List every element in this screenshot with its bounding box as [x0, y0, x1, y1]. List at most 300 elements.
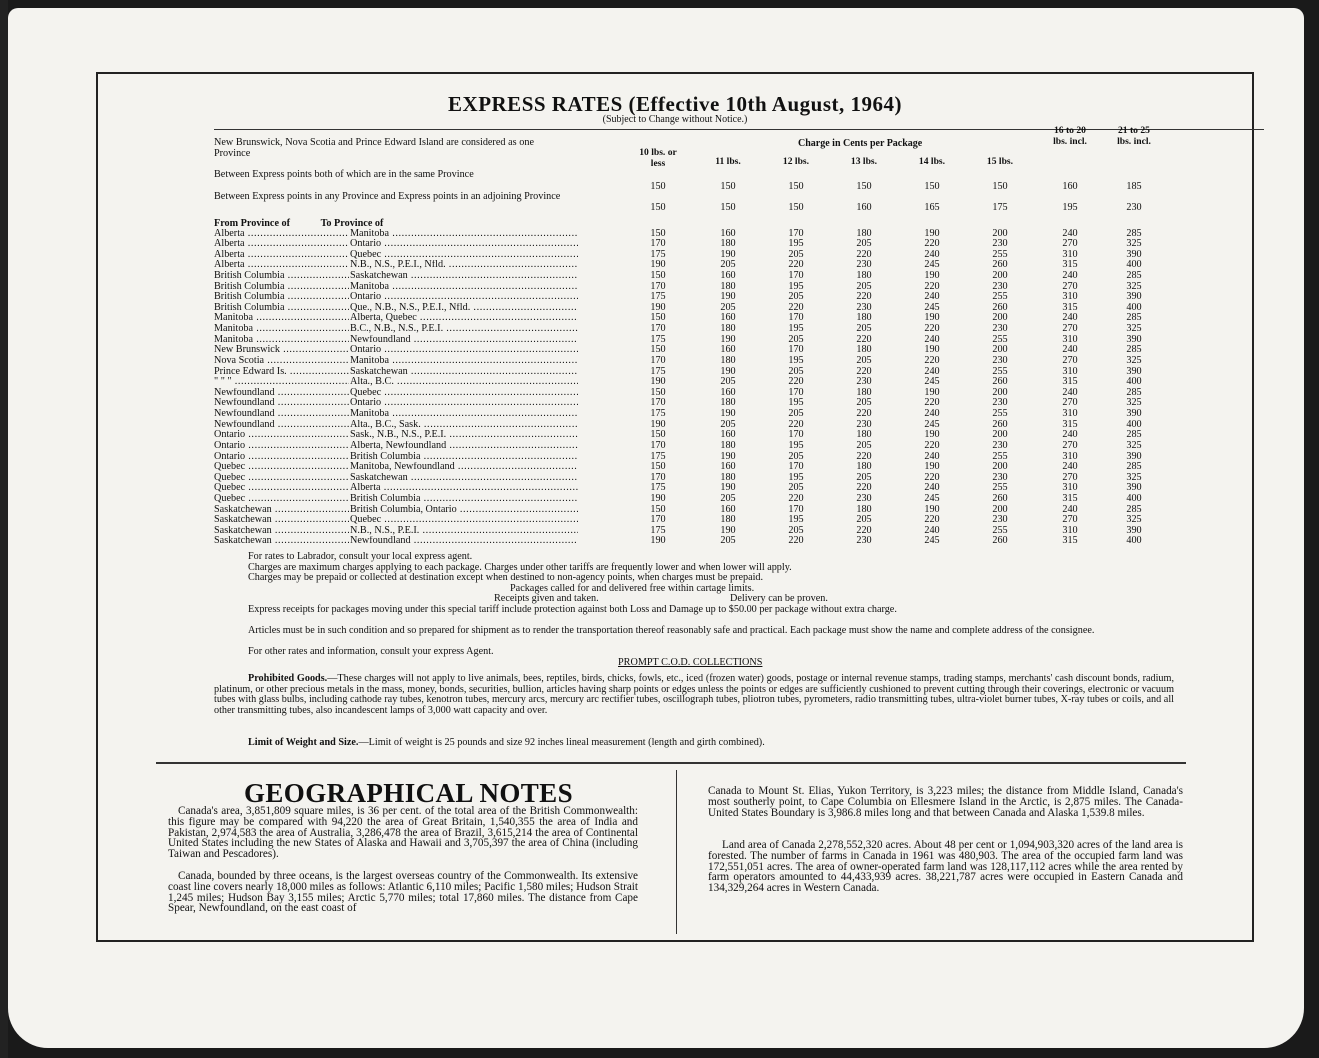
- between-row-same: [214, 170, 580, 181]
- from-province: " " " .....: [214, 377, 349, 388]
- to-province: Alberta, Quebec .....: [350, 313, 578, 324]
- rate-cell: 205: [788, 450, 804, 462]
- rate-cell: 150: [650, 386, 666, 398]
- rate-cell: 180: [720, 439, 736, 451]
- rate-cell: 205: [856, 323, 872, 335]
- rate-cell: 170: [650, 238, 666, 250]
- to-province: N.B., N.S., P.E.I., Nfld. .....: [350, 260, 578, 271]
- rate-cell: 285: [1126, 312, 1142, 324]
- note-limit: [248, 738, 1208, 749]
- from-province: Saskatchewan .....: [214, 505, 349, 516]
- rate-cell: 400: [1126, 535, 1142, 547]
- rate-cell: 315: [1062, 418, 1078, 430]
- rate-cell: 190: [650, 418, 666, 430]
- rate-cell: 270: [1062, 471, 1078, 483]
- to-province: British Columbia .....: [350, 452, 578, 463]
- rate-cell: 285: [1126, 503, 1142, 515]
- rate-cell: 270: [1062, 514, 1078, 526]
- rate-cell: 315: [1062, 376, 1078, 388]
- to-province: Newfoundland .....: [350, 335, 578, 346]
- from-province: Quebec .....: [214, 462, 349, 473]
- note-max-charges: Charges are maximum charges applying to each package. Charges under other tariffs are frequently lower and when lower will apply.: [248, 561, 792, 573]
- rate-cell: 285: [1126, 344, 1142, 356]
- to-province: Ontario .....: [350, 398, 578, 409]
- rate-cell: 165: [924, 202, 940, 213]
- note-other-rates: For other rates and information, consult your express Agent.: [248, 646, 494, 658]
- header-rule: [214, 129, 1264, 130]
- table-row: [214, 536, 1254, 547]
- rate-cell: 240: [924, 248, 940, 260]
- from-province: Newfoundland .....: [214, 388, 349, 399]
- rate-cell: 240: [1062, 461, 1078, 473]
- rate-cell: 170: [788, 386, 804, 398]
- between-row-adjoining: [214, 192, 580, 203]
- rate-cell: 230: [992, 238, 1008, 250]
- rate-cell: 190: [924, 503, 940, 515]
- rate-cell: 200: [992, 344, 1008, 356]
- rate-cell: 175: [992, 202, 1008, 213]
- to-province: Manitoba .....: [350, 229, 578, 240]
- to-province: Newfoundland .....: [350, 536, 578, 547]
- rate-cell: 175: [650, 291, 666, 303]
- rate-cell: 160: [720, 386, 736, 398]
- rate-cell: 240: [1062, 344, 1078, 356]
- rate-cell: 260: [992, 376, 1008, 388]
- page-subtitle: (Subject to Change without Notice.): [602, 114, 748, 125]
- section-divider: [156, 762, 1186, 764]
- rate-cell: 150: [650, 269, 666, 281]
- rate-cell: 245: [924, 418, 940, 430]
- rate-cell: 315: [1062, 259, 1078, 271]
- rate-cell: 255: [992, 482, 1008, 494]
- rate-cell: 325: [1126, 238, 1142, 250]
- rate-cell: 190: [924, 344, 940, 356]
- rate-cell: 195: [788, 514, 804, 526]
- rate-cell: 205: [856, 514, 872, 526]
- to-province: Manitoba .....: [350, 409, 578, 420]
- rate-cell: 190: [650, 376, 666, 388]
- rate-cell: 160: [1062, 180, 1078, 192]
- rate-cell: 205: [788, 524, 804, 536]
- column-header: 14 lbs.: [918, 156, 946, 167]
- rate-cell: 180: [720, 280, 736, 292]
- rate-cell: 205: [720, 259, 736, 271]
- rate-cell: 220: [856, 524, 872, 536]
- to-province: Manitoba .....: [350, 356, 578, 367]
- rate-cell: 220: [788, 301, 804, 313]
- rate-cell: 190: [924, 312, 940, 324]
- column-header: 13 lbs.: [850, 156, 878, 167]
- rate-cell: 325: [1126, 397, 1142, 409]
- rate-cell: 170: [788, 269, 804, 281]
- to-province: Quebec .....: [350, 250, 578, 261]
- rate-cell: 220: [856, 482, 872, 494]
- to-province: British Columbia, Ontario .....: [350, 505, 578, 516]
- column-divider: [676, 770, 677, 934]
- to-province: N.B., N.S., P.E.I. .....: [350, 526, 578, 537]
- rate-cell: 255: [992, 248, 1008, 260]
- rate-cell: 220: [788, 376, 804, 388]
- rate-cell: 270: [1062, 354, 1078, 366]
- rate-cell: 390: [1126, 482, 1142, 494]
- rate-cell: 230: [856, 301, 872, 313]
- rate-cell: 180: [720, 514, 736, 526]
- to-province: Saskatchewan .....: [350, 271, 578, 282]
- rate-cell: 170: [788, 227, 804, 239]
- rate-cell: 170: [650, 323, 666, 335]
- rate-cell: 390: [1126, 450, 1142, 462]
- intro-note: New Brunswick, Nova Scotia and Prince Edward Island are considered as one Province: [214, 137, 534, 159]
- rate-cell: 180: [856, 269, 872, 281]
- from-province: Prince Edward Is. .....: [214, 367, 349, 378]
- prohibited-text: —These charges will not apply to live animals, bees, reptiles, birds, chicks, fowls, etc., iced (frozen water) goods, postage or internal revenue stamps, trading stamps, merchants' cash discount bonds, radium, platinum, or other precious metals in the mass, money, bonds, securities, bullion, articles having sharp points or edges unless the points or edges are sufficiently cushioned to prevent cutting through their coverings, electronic or vacuum tubes with glass bulbs, including cathode ray tubes, kenotron tubes, mercury arcs, mercury arc rectifier tubes, oscillograph tubes, pliotron tubes, pyrometers, radio transmitting tubes, ultra-violet burner tubes, X-ray tubes or coils, and all other transmitting tubes, also incandescent lamps of 3,000 watt capacity and over.: [214, 673, 1174, 716]
- page-title: EXPRESS RATES (Effective 10th August, 1964): [448, 92, 902, 116]
- rate-cell: 195: [788, 471, 804, 483]
- note-labrador: For rates to Labrador, consult your local express agent.: [248, 551, 473, 562]
- rate-cell: 190: [720, 450, 736, 462]
- rate-cell: 220: [924, 323, 940, 335]
- rate-cell: 170: [788, 461, 804, 473]
- rate-cell: 325: [1126, 471, 1142, 483]
- rate-cell: 400: [1126, 301, 1142, 313]
- table-row: [214, 494, 1254, 505]
- column-header: 10 lbs. or less: [639, 147, 677, 169]
- rate-cell: 200: [992, 503, 1008, 515]
- rate-cell: 190: [650, 493, 666, 504]
- rate-cell: 260: [992, 535, 1008, 547]
- rate-cell: 195: [788, 280, 804, 292]
- rate-cell: 400: [1126, 493, 1142, 504]
- rate-cell: 150: [650, 461, 666, 473]
- rate-cell: 315: [1062, 493, 1078, 504]
- rate-cell: 230: [992, 439, 1008, 451]
- from-header: From Province of: [214, 218, 291, 229]
- rate-cell: 240: [1062, 429, 1078, 441]
- rate-cell: 270: [1062, 238, 1078, 250]
- rate-cell: 150: [992, 180, 1008, 192]
- rate-cell: 220: [856, 248, 872, 260]
- rate-cell: 205: [720, 301, 736, 313]
- rate-cell: 180: [720, 354, 736, 366]
- rate-cell: 180: [720, 397, 736, 409]
- from-province: Ontario .....: [214, 452, 349, 463]
- rate-cell: 190: [924, 461, 940, 473]
- rate-cell: 220: [788, 535, 804, 547]
- rate-cell: 245: [924, 493, 940, 504]
- rate-cell: 245: [924, 535, 940, 547]
- rate-cell: 200: [992, 429, 1008, 441]
- rate-cell: 195: [788, 439, 804, 451]
- rate-cell: 390: [1126, 291, 1142, 303]
- rate-cell: 285: [1126, 429, 1142, 441]
- from-province: Manitoba .....: [214, 324, 349, 335]
- geography-title: GEOGRAPHICAL NOTES: [244, 778, 574, 808]
- to-province: Alberta, Newfoundland .....: [350, 441, 578, 452]
- rate-cell: 150: [720, 180, 736, 192]
- table-row: [214, 441, 1254, 452]
- rate-cell: 160: [720, 312, 736, 324]
- from-province: Newfoundland .....: [214, 420, 349, 431]
- from-province: British Columbia .....: [214, 303, 349, 314]
- rate-cell: 270: [1062, 439, 1078, 451]
- rate-cell: 325: [1126, 323, 1142, 335]
- rate-cell: 195: [788, 323, 804, 335]
- rate-cell: 180: [856, 312, 872, 324]
- rate-cell: 390: [1126, 408, 1142, 420]
- rate-cell: 180: [720, 323, 736, 335]
- rate-cell: 240: [924, 450, 940, 462]
- column-header: 15 lbs.: [986, 156, 1014, 167]
- rate-cell: 195: [788, 354, 804, 366]
- rate-cell: 285: [1126, 386, 1142, 398]
- rate-cell: 160: [720, 344, 736, 356]
- rate-cell: 205: [720, 376, 736, 388]
- rate-cell: 325: [1126, 514, 1142, 526]
- note-express-receipts: Express receipts for packages moving under this special tariff include protection against both Loss and Damage up to $50.00 per package without extra charge.: [248, 604, 897, 615]
- rate-cell: 150: [650, 227, 666, 239]
- rate-cell: 205: [856, 439, 872, 451]
- rate-cell: 240: [1062, 227, 1078, 239]
- rate-cell: 270: [1062, 323, 1078, 335]
- between-label: Between Express points both of which are in the same Province: [214, 169, 474, 180]
- rate-cell: 285: [1126, 227, 1142, 239]
- rate-cell: 220: [856, 291, 872, 303]
- book-page: [8, 8, 1304, 1048]
- rate-cell: 205: [856, 238, 872, 250]
- rate-cell: 260: [992, 259, 1008, 271]
- note-packages: Packages called for and delivered free within cartage limits.: [510, 582, 755, 594]
- rate-cell: 260: [992, 493, 1008, 504]
- rate-cell: 245: [924, 376, 940, 388]
- rate-cell: 190: [720, 248, 736, 260]
- note-receipts: Receipts given and taken.: [494, 593, 599, 605]
- rate-cell: 270: [1062, 397, 1078, 409]
- from-province: New Brunswick .....: [214, 345, 349, 356]
- rate-cell: 310: [1062, 248, 1078, 260]
- rate-cell: 205: [788, 365, 804, 377]
- table-row: [214, 356, 1254, 367]
- rate-cell: 260: [992, 301, 1008, 313]
- rate-cell: 310: [1062, 291, 1078, 303]
- rate-cell: 160: [720, 269, 736, 281]
- to-province: Sask., N.B., N.S., P.E.I. .....: [350, 430, 578, 441]
- rate-cell: 390: [1126, 333, 1142, 345]
- rate-cell: 205: [788, 291, 804, 303]
- column-header: 12 lbs.: [782, 156, 810, 167]
- rate-cell: 175: [650, 524, 666, 536]
- rate-cell: 400: [1126, 259, 1142, 271]
- from-province: Quebec .....: [214, 494, 349, 505]
- rate-cell: 245: [924, 301, 940, 313]
- rate-cell: 220: [788, 418, 804, 430]
- to-province: Manitoba .....: [350, 282, 578, 293]
- rate-cell: 195: [788, 238, 804, 250]
- from-province: Saskatchewan .....: [214, 515, 349, 526]
- rate-cell: 230: [856, 259, 872, 271]
- rate-cell: 205: [856, 280, 872, 292]
- to-province: Saskatchewan .....: [350, 473, 578, 484]
- rate-cell: 150: [650, 202, 666, 213]
- rate-cell: 390: [1126, 524, 1142, 536]
- to-province: Quebec .....: [350, 388, 578, 399]
- from-province: Nova Scotia .....: [214, 356, 349, 367]
- rate-cell: 170: [650, 280, 666, 292]
- rate-cell: 310: [1062, 450, 1078, 462]
- rate-cell: 205: [788, 333, 804, 345]
- rate-cell: 150: [650, 503, 666, 515]
- from-province: Manitoba .....: [214, 335, 349, 346]
- rate-cell: 310: [1062, 365, 1078, 377]
- geography-left-p2: Canada, bounded by three oceans, is the largest overseas country of the Commonwealth. Its extensive coast line covers nearly 18,000 miles as follows: Atlantic 6,110 miles; Pacific 1,580 miles; Hudson Strait 1,245 miles; Hudson Bay 3,155 miles; Arctic 5,770 miles; total 17,860 miles. The distance from Cape Spear, Newfoundland, on the east coast of: [168, 870, 639, 915]
- rate-cell: 390: [1126, 365, 1142, 377]
- rate-cell: 160: [720, 227, 736, 239]
- rate-cell: 175: [650, 333, 666, 345]
- rate-cell: 150: [788, 202, 804, 213]
- rate-cell: 180: [856, 344, 872, 356]
- from-province: British Columbia .....: [214, 282, 349, 293]
- rate-cell: 200: [992, 386, 1008, 398]
- rate-cell: 160: [720, 503, 736, 515]
- rate-cell: 230: [856, 418, 872, 430]
- rate-cell: 170: [788, 344, 804, 356]
- rate-cell: 230: [992, 280, 1008, 292]
- rate-cell: 205: [720, 418, 736, 430]
- geography-right-p1: Canada to Mount St. Elias, Yukon Territory, is 3,223 miles; the distance from Middle Island, Canada's most southerly point, to Cape Columbia on Ellesmere Island in the Arctic, is 2,875 miles. The Canada-United States Boundary is 3,986.8 miles long and that between Canada and Alaska 1,539.8 miles.: [708, 785, 1183, 819]
- rate-cell: 150: [650, 344, 666, 356]
- rate-cell: 170: [650, 397, 666, 409]
- to-province: Ontario .....: [350, 292, 578, 303]
- rate-cell: 200: [992, 461, 1008, 473]
- to-province: Alberta .....: [350, 483, 578, 494]
- rate-cell: 240: [924, 524, 940, 536]
- from-province: Quebec .....: [214, 473, 349, 484]
- rate-cell: 285: [1126, 461, 1142, 473]
- rate-cell: 180: [720, 471, 736, 483]
- rate-cell: 285: [1126, 269, 1142, 281]
- rate-cell: 190: [924, 386, 940, 398]
- rate-cell: 230: [856, 376, 872, 388]
- note-articles: Articles must be in such condition and so prepared for shipment as to render the transportation thereof reasonably safe and practical. Each package must show the name and complete address of the consignee.: [248, 625, 1095, 637]
- limit-label: Limit of Weight and Size.: [248, 737, 359, 748]
- rate-cell: 230: [992, 471, 1008, 483]
- rate-cell: 260: [992, 418, 1008, 430]
- to-province: Alta., B.C. .....: [350, 377, 578, 388]
- rate-cell: 205: [856, 397, 872, 409]
- from-province: Manitoba .....: [214, 313, 349, 324]
- table-row: [214, 271, 1254, 282]
- rate-cell: 175: [650, 408, 666, 420]
- rate-cell: 240: [1062, 503, 1078, 515]
- rate-cell: 195: [788, 397, 804, 409]
- rate-cell: 205: [856, 471, 872, 483]
- rate-cell: 255: [992, 524, 1008, 536]
- rate-cell: 190: [650, 535, 666, 547]
- rate-cell: 255: [992, 333, 1008, 345]
- rate-cell: 170: [650, 354, 666, 366]
- rate-cell: 390: [1126, 248, 1142, 260]
- from-to-header: [214, 218, 383, 229]
- rate-cell: 220: [856, 450, 872, 462]
- from-province: Saskatchewan .....: [214, 536, 349, 547]
- column-header: 21 to 25 lbs. incl.: [1117, 125, 1151, 147]
- to-province: Alta., B.C., Sask. .....: [350, 420, 578, 431]
- rate-cell: 190: [650, 259, 666, 271]
- rate-cell: 255: [992, 450, 1008, 462]
- between-label: Between Express points in any Province and Express points in an adjoining Province: [214, 191, 561, 202]
- rate-cell: 240: [1062, 386, 1078, 398]
- rate-cell: 220: [856, 408, 872, 420]
- page-frame: [96, 72, 1254, 942]
- rate-cell: 325: [1126, 280, 1142, 292]
- rate-cell: 190: [720, 333, 736, 345]
- rate-cell: 325: [1126, 354, 1142, 366]
- rate-cell: 170: [788, 312, 804, 324]
- rate-cell: 220: [856, 365, 872, 377]
- rate-cell: 200: [992, 227, 1008, 239]
- rate-cell: 220: [856, 333, 872, 345]
- rate-cell: 180: [720, 238, 736, 250]
- rate-cell: 310: [1062, 482, 1078, 494]
- rate-cell: 400: [1126, 418, 1142, 430]
- rate-cell: 150: [856, 180, 872, 192]
- from-province: Ontario .....: [214, 441, 349, 452]
- rate-cell: 230: [992, 397, 1008, 409]
- rate-cell: 310: [1062, 333, 1078, 345]
- rate-cell: 175: [650, 248, 666, 260]
- to-province: Ontario .....: [350, 239, 578, 250]
- rate-cell: 175: [650, 365, 666, 377]
- rate-cell: 310: [1062, 408, 1078, 420]
- rate-cell: 240: [1062, 312, 1078, 324]
- from-province: Newfoundland .....: [214, 409, 349, 420]
- from-province: Alberta .....: [214, 239, 349, 250]
- from-province: British Columbia .....: [214, 271, 349, 282]
- rate-cell: 230: [992, 354, 1008, 366]
- rate-cell: 220: [788, 259, 804, 271]
- rate-cell: 270: [1062, 280, 1078, 292]
- rate-cell: 220: [924, 280, 940, 292]
- geography-right-p2: Land area of Canada 2,278,552,320 acres. About 48 per cent or 1,094,903,320 acres of the land area is forested. The number of farms in Canada in 1961 was 480,903. The area of the occupied farm land was 172,551,051 acres. The area of owner-operated farm land was 128,117,112 acres while the area rented by farm operators amounted to 44,433,939 acres. 38,221,787 acres were occupied in Eastern Canada and 134,329,264 acres in Western Canada.: [708, 839, 1183, 895]
- column-header: 16 to 20 lbs. incl.: [1053, 125, 1087, 147]
- rate-cell: 190: [924, 269, 940, 281]
- rate-cell: 205: [788, 248, 804, 260]
- rate-cell: 240: [1062, 269, 1078, 281]
- rate-cell: 230: [856, 493, 872, 504]
- to-province: Saskatchewan .....: [350, 367, 578, 378]
- from-province: Saskatchewan .....: [214, 526, 349, 537]
- rate-cell: 180: [856, 227, 872, 239]
- rate-cell: 160: [720, 461, 736, 473]
- rate-cell: 150: [788, 180, 804, 192]
- rate-cell: 170: [788, 503, 804, 515]
- rate-cell: 185: [1126, 180, 1142, 192]
- from-province: Alberta .....: [214, 250, 349, 261]
- rate-cell: 180: [856, 386, 872, 398]
- prohibited-label: Prohibited Goods.: [248, 673, 328, 684]
- book-binding: [0, 0, 8, 1058]
- rate-cell: 220: [924, 238, 940, 250]
- from-province: Alberta .....: [214, 260, 349, 271]
- rate-cell: 220: [924, 397, 940, 409]
- rate-cell: 255: [992, 365, 1008, 377]
- to-province: Que., N.B., N.S., P.E.I., Nfld. .....: [350, 303, 578, 314]
- rate-cell: 205: [720, 493, 736, 504]
- rate-cell: 205: [788, 408, 804, 420]
- rate-cell: 205: [856, 354, 872, 366]
- note-prohibited: [214, 674, 1174, 716]
- rate-cell: 150: [650, 312, 666, 324]
- rate-cell: 190: [924, 227, 940, 239]
